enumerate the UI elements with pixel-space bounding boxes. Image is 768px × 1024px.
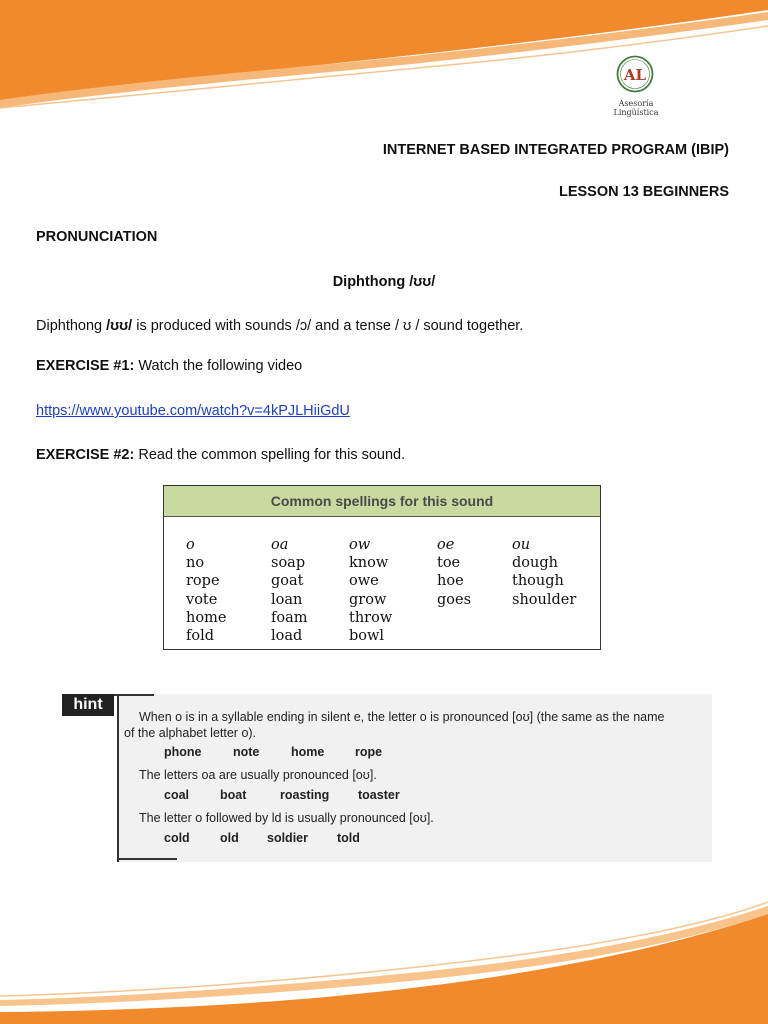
footer-swoosh [0,874,768,1024]
section-heading: PRONUNCIATION [36,229,158,245]
hint-example-word: home [291,745,325,759]
hint-example-word: cold [164,831,190,845]
hint-example-word: toaster [358,788,400,802]
column-header: ow [349,537,371,553]
spelling-table-title: Common spellings for this sound [164,486,600,517]
lesson-title: LESSON 13 BEGINNERS [558,184,729,200]
exercise-2 [36,447,405,463]
video-link[interactable]: https://www.youtube.com/watch?v=4kPJLHiiGdU [36,403,350,419]
spelling-word: throw [349,609,393,626]
spelling-word: rope [186,573,220,590]
spelling-word: know [349,555,389,572]
spelling-word: goes [437,591,472,608]
hint-example-word: old [220,831,239,845]
hint-example-word: coal [164,788,190,802]
spelling-word: load [271,628,303,645]
spelling-column [437,536,512,645]
column-header: oe [437,537,455,553]
spelling-columns [186,536,592,645]
spelling-word: though [512,573,564,590]
spelling-word: loan [271,591,303,608]
intro-rest: is produced with sounds /ɔ/ and a tense / ʊ / sound together. [132,318,524,334]
hint-box [62,694,712,862]
spelling-word: grow [349,591,387,608]
hint-example-word: boat [220,788,247,802]
logo-emblem [616,55,654,93]
spelling-column [349,536,437,645]
column-header: o [186,537,195,553]
hint-example-word: phone [164,745,202,759]
spelling-word: soap [271,555,306,572]
hint-example-word: rope [355,745,383,759]
spelling-word: hoe [437,573,464,590]
spelling-word: vote [186,591,218,608]
logo-caption: Asesoría Lingüística [613,99,659,117]
hint-example-word: roasting [280,788,330,802]
exercise-2-label: EXERCISE #2: [36,447,135,463]
column-header: ou [512,537,531,553]
intro-paragraph [36,318,523,334]
column-header: oa [271,537,289,553]
hint-examples-2 [164,788,400,802]
spelling-word: home [186,609,227,626]
spelling-word: foam [271,609,308,626]
hint-rule-3: The letter o followed by ld is usually pronounced [oʊ]. [139,811,434,825]
hint-example-word: soldier [267,831,308,845]
hint-bottom-rule [117,858,177,860]
spelling-column [186,536,271,645]
spelling-word: dough [512,555,558,572]
hint-top-rule [114,694,154,696]
company-logo [596,55,676,115]
hint-rule-1-cont: of the alphabet letter o). [124,726,257,740]
svg-text:AL: AL [623,66,647,84]
spelling-word: bowl [349,628,385,645]
hint-example-word: note [233,745,260,759]
hint-examples-3 [164,831,360,845]
spelling-column [271,536,349,645]
hint-rule-1: When o is in a syllable ending in silent e, the letter o is pronounced [oʊ] (the same as the name [139,710,665,724]
exercise-1-text: Watch the following video [134,358,303,374]
spelling-word: owe [349,573,379,590]
hint-tag: hint [62,694,114,716]
hint-example-word: told [337,831,360,845]
program-title: INTERNET BASED INTEGRATED PROGRAM (IBIP) [382,142,729,158]
spelling-word: shoulder [512,591,577,608]
video-link-row [36,403,350,419]
spelling-word: goat [271,573,304,590]
hint-examples-1 [164,745,382,759]
exercise-1-label: EXERCISE #1: [36,358,135,374]
spelling-column [512,536,592,645]
spelling-word: fold [186,628,215,645]
hint-rule-2: The letters oa are usually pronounced [oʊ]. [139,768,377,782]
exercise-2-text: Read the common spelling for this sound. [134,447,406,463]
intro-prefix: Diphthong [36,318,107,334]
exercise-1 [36,358,302,374]
diphthong-title: Diphthong /ʊʊ/ [332,274,436,290]
spelling-word: toe [437,555,461,572]
spelling-word: no [186,555,205,572]
intro-symbol: /ʊʊ/ [106,318,133,334]
spelling-table [163,485,601,650]
